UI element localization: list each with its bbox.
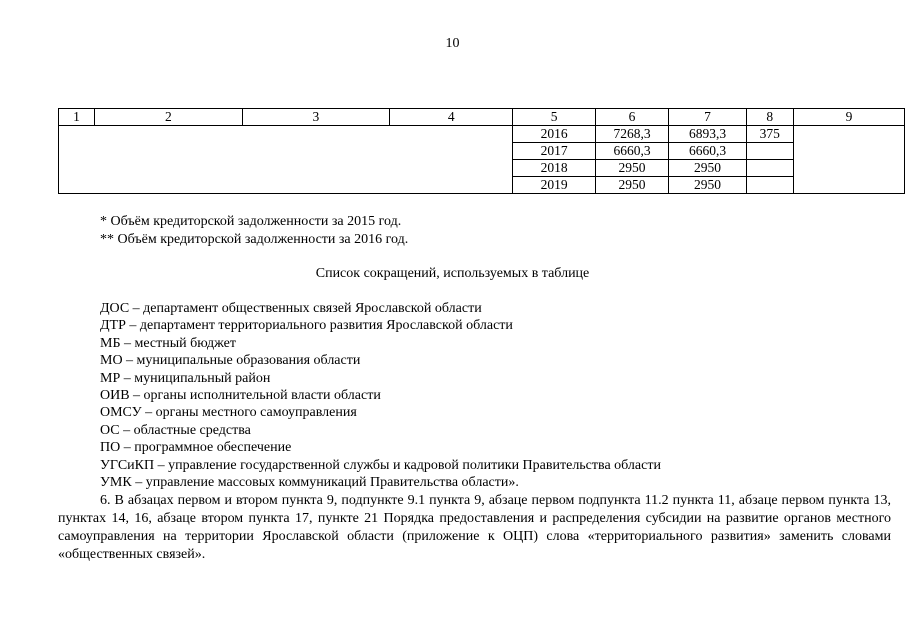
abbreviations-title: Список сокращений, используемых в таблице (315, 266, 590, 281)
table-cell-year: 2016 (513, 126, 595, 143)
abbreviation-item: УГСиКП – управление государственной службы и кадровой политики Правительства области (100, 457, 661, 473)
table-header-cell: 3 (242, 109, 390, 126)
abbreviation-item: УМК – управление массовых коммуникаций Правительства области». (100, 475, 519, 491)
table-header-cell: 1 (59, 109, 95, 126)
abbreviation-item: ПО – программное обеспечение (100, 440, 292, 456)
table-cell (746, 160, 793, 177)
table-cell: 375 (746, 126, 793, 143)
table-header-cell: 2 (95, 109, 243, 126)
paragraph-6-text: 6. В абзацах первом и втором пункта 9, подпункте 9.1 пункта 9, абзаце первом подпункта 11.2 пункта 11, абзаце первом пункта 13, пунктах 14, 16, абзаце втором пункта 17, пункте 21 Порядка предоставления и распределения субсидии на развитие органов местного самоуправления на территории Ярославской области (приложение к ОЦП) слова «территориального развития» заменить словами «общественных связей». (58, 493, 891, 562)
table-header-row (59, 109, 905, 126)
abbreviation-item: ОС – областные средства (100, 422, 251, 438)
merged-empty-cell (793, 126, 904, 194)
table-cell-year: 2019 (513, 177, 595, 194)
table-cell: 6893,3 (669, 126, 746, 143)
table-cell: 6660,3 (595, 143, 669, 160)
table-header-cell: 5 (513, 109, 595, 126)
table-cell (746, 143, 793, 160)
table-cell: 2950 (669, 160, 746, 177)
page-number: 10 (445, 36, 460, 51)
abbreviation-item: МБ – местный бюджет (100, 335, 236, 351)
table-header-cell: 6 (595, 109, 669, 126)
table-cell-year: 2017 (513, 143, 595, 160)
table-header-cell: 7 (669, 109, 746, 126)
abbreviation-item: МР – муниципальный район (100, 370, 271, 386)
abbreviation-item: ОМСУ – органы местного самоуправления (100, 405, 357, 421)
footnotes (100, 213, 408, 249)
table-row (59, 126, 905, 143)
abbreviation-item: ДОС – департамент общественных связей Ярославской области (100, 301, 482, 316)
table-cell-year: 2018 (513, 160, 595, 177)
table-cell (746, 177, 793, 194)
abbreviation-item: МО – муниципальные образования области (100, 353, 361, 369)
footnote: ** Объём кредиторской задолженности за 2016 год. (100, 232, 409, 247)
table-cell: 6660,3 (669, 143, 746, 160)
paragraph-6 (58, 492, 891, 564)
abbreviation-item: ОИВ – органы исполнительной власти области (100, 388, 381, 404)
merged-empty-cell (59, 126, 513, 194)
table-header-cell: 9 (793, 109, 904, 126)
table-cell: 2950 (595, 177, 669, 194)
footnote: * Объём кредиторской задолженности за 2015 год. (100, 214, 402, 229)
table-cell: 2950 (595, 160, 669, 177)
abbreviation-item: ДТР – департамент территориального развития Ярославской области (100, 318, 513, 334)
table-cell: 7268,3 (595, 126, 669, 143)
abbreviations-list (100, 300, 661, 491)
table-cell: 2950 (669, 177, 746, 194)
data-table (58, 108, 905, 194)
table-header-cell: 4 (390, 109, 513, 126)
table-header-cell: 8 (746, 109, 793, 126)
